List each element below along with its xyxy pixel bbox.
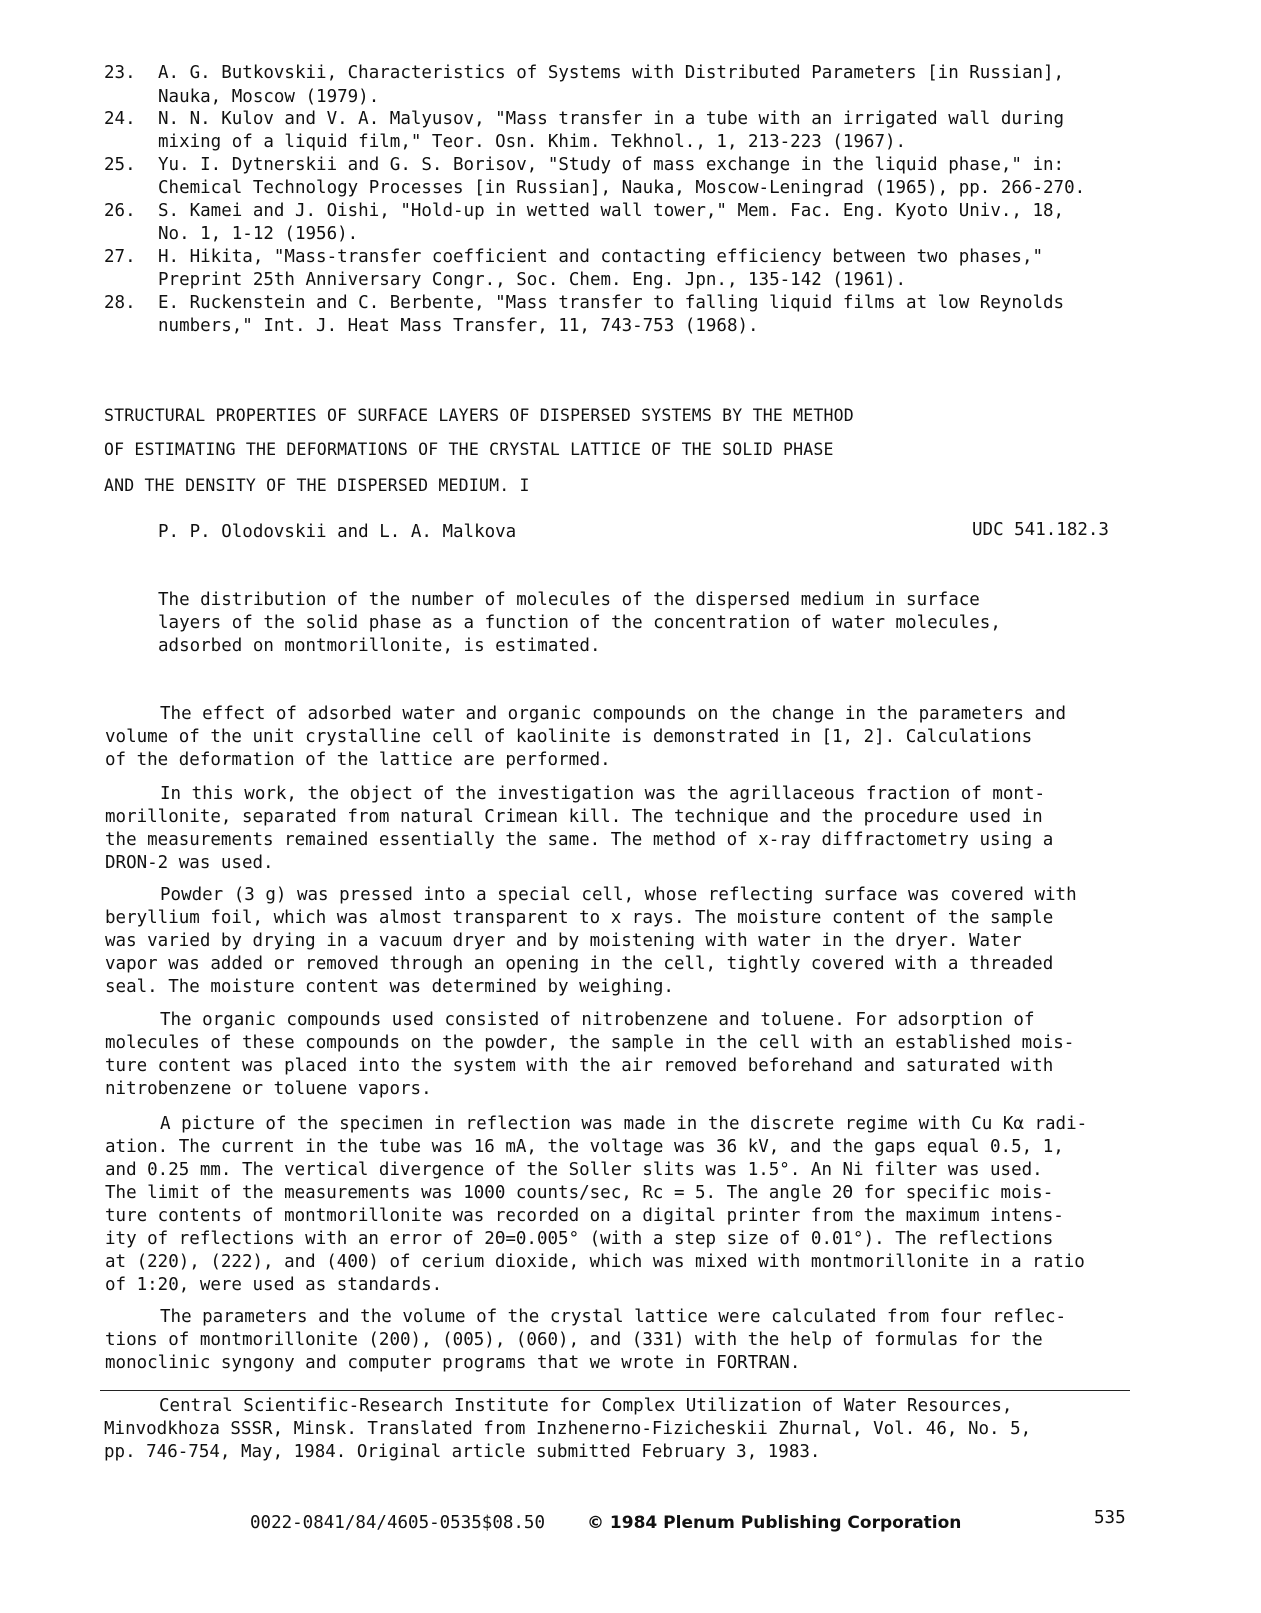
copyright-notice: © 1984 Plenum Publishing Corporation bbox=[587, 1513, 962, 1533]
paragraph-line: vapor was added or removed through an opening in the cell, tightly covered with a threaded bbox=[105, 954, 1054, 974]
paragraph-line: of the deformation of the lattice are performed. bbox=[105, 750, 611, 770]
paragraph-line: molecules of these compounds on the powder, the sample in the cell with an established mois- bbox=[105, 1033, 1075, 1053]
paragraph-line: beryllium foil, which was almost transparent to x rays. The moisture content of the sample bbox=[105, 908, 1054, 928]
paragraph-line: at (220), (222), and (400) of cerium dioxide, which was mixed with montmorillonite in a ratio bbox=[105, 1252, 1085, 1272]
abstract-line: The distribution of the number of molecules of the dispersed medium in surface bbox=[158, 590, 980, 610]
paragraph-line: the measurements remained essentially the same. The method of x-ray diffractometry using a bbox=[105, 830, 1054, 850]
paragraph-line: of 1:20, were used as standards. bbox=[105, 1275, 443, 1295]
body-paragraph-1 bbox=[105, 703, 1140, 772]
title-line: OF ESTIMATING THE DEFORMATIONS OF THE CRYSTAL LATTICE OF THE SOLID PHASE bbox=[104, 440, 834, 459]
page-number: 535 bbox=[1094, 1508, 1126, 1528]
paragraph-line: was varied by drying in a vacuum dryer and by moistening with water in the dryer. Water bbox=[105, 931, 1022, 951]
footnote-line: pp. 746-754, May, 1984. Original article submitted February 3, 1983. bbox=[104, 1442, 821, 1462]
abstract-line: layers of the solid phase as a function of the concentration of water molecules, bbox=[158, 613, 1001, 633]
paragraph-line: morillonite, separated from natural Crimean kill. The technique and the procedure used in bbox=[105, 807, 1043, 827]
paragraph-line: The parameters and the volume of the crystal lattice were calculated from four reflec- bbox=[160, 1307, 1067, 1327]
body-paragraph-2 bbox=[105, 783, 1140, 875]
paragraph-line: tions of montmorillonite (200), (005), (060), and (331) with the help of formulas for the bbox=[105, 1330, 1043, 1350]
abstract-line: adsorbed on montmorillonite, is estimated. bbox=[158, 636, 601, 656]
paragraph-line: The effect of adsorbed water and organic compounds on the change in the parameters and bbox=[160, 704, 1067, 724]
paragraph-line: ture contents of montmorillonite was recorded on a digital printer from the maximum intens- bbox=[105, 1206, 1064, 1226]
paragraph-line: volume of the unit crystalline cell of kaolinite is demonstrated in [1, 2]. Calculations bbox=[105, 727, 1033, 747]
paragraph-line: nitrobenzene or toluene vapors. bbox=[105, 1079, 432, 1099]
title-line: STRUCTURAL PROPERTIES OF SURFACE LAYERS OF DISPERSED SYSTEMS BY THE METHOD bbox=[104, 406, 854, 425]
footnote bbox=[104, 1395, 1139, 1464]
body-paragraph-3 bbox=[105, 884, 1140, 999]
paragraph-line: The organic compounds used consisted of nitrobenzene and toluene. For adsorption of bbox=[160, 1010, 1035, 1030]
paragraph-line: A picture of the specimen in reflection was made in the discrete regime with Cu Kα radi- bbox=[160, 1114, 1088, 1134]
paragraph-line: Powder (3 g) was pressed into a special cell, whose reflecting surface was covered with bbox=[160, 885, 1077, 905]
body-paragraph-6 bbox=[105, 1306, 1140, 1375]
title-line: AND THE DENSITY OF THE DISPERSED MEDIUM. I bbox=[104, 476, 530, 495]
paragraph-line: DRON-2 was used. bbox=[105, 853, 274, 873]
body-paragraph-5 bbox=[105, 1113, 1140, 1297]
paragraph-line: ity of reflections with an error of 2Θ=0.005° (with a step size of 0.01°). The reflections bbox=[105, 1229, 1054, 1249]
paragraph-line: In this work, the object of the investigation was the agrillaceous fraction of mont- bbox=[160, 784, 1046, 804]
paragraph-line: ture content was placed into the system with the air removed beforehand and saturated with bbox=[105, 1056, 1054, 1076]
article-authors: P. P. Olodovskii and L. A. Malkova bbox=[158, 522, 517, 542]
udc-code: UDC 541.182.3 bbox=[972, 520, 1109, 540]
footnote-divider bbox=[100, 1390, 1130, 1391]
body-paragraph-4 bbox=[105, 1009, 1140, 1101]
footnote-line: Central Scientific-Research Institute for Complex Utilization of Water Resources, bbox=[159, 1396, 1013, 1416]
paragraph-line: monoclinic syngony and computer programs that we wrote in FORTRAN. bbox=[105, 1353, 801, 1373]
paragraph-line: seal. The moisture content was determined by weighing. bbox=[105, 977, 674, 997]
publication-code: 0022-0841/84/4605-0535$08.50 bbox=[250, 1513, 546, 1533]
paragraph-line: ation. The current in the tube was 16 mA, the voltage was 36 kV, and the gaps equal 0.5, 1, bbox=[105, 1137, 1064, 1157]
paragraph-line: The limit of the measurements was 1000 counts/sec, Rc = 5. The angle 2Θ for specific mois- bbox=[105, 1183, 1054, 1203]
footnote-line: Minvodkhoza SSSR, Minsk. Translated from Inzhenerno-Fizicheskii Zhurnal, Vol. 46, No. 5, bbox=[104, 1419, 1032, 1439]
paragraph-line: and 0.25 mm. The vertical divergence of the Soller slits was 1.5°. An Ni filter was used. bbox=[105, 1160, 1043, 1180]
abstract bbox=[158, 589, 1058, 658]
